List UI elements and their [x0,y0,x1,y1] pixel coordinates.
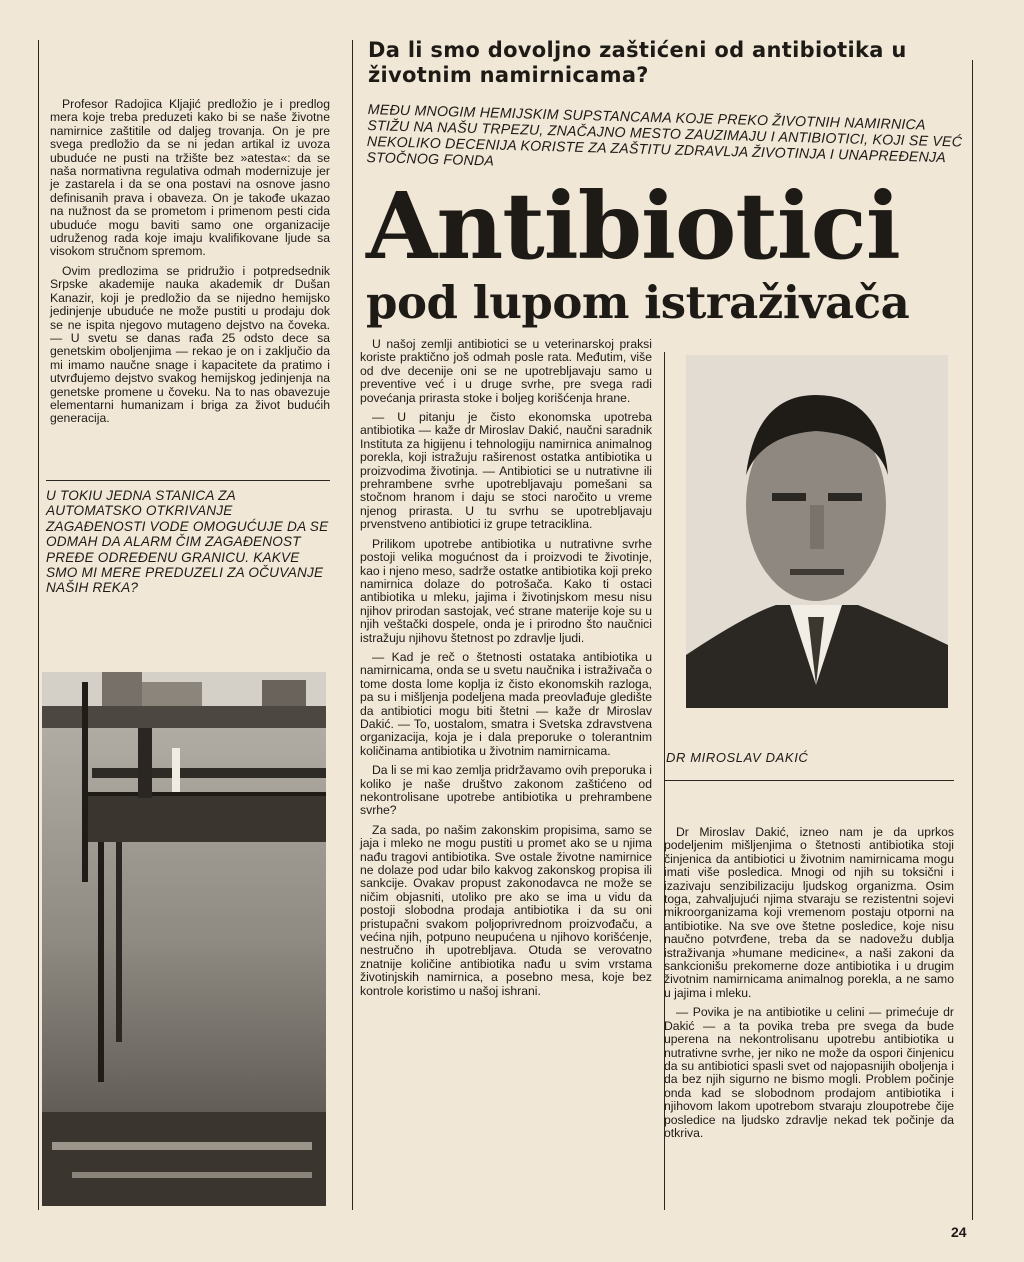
left-paragraph-1: Profesor Radojica Kljajić predložio je i predlog mera koje treba preduzeti kako bi se naše životne namirnice zaštitile od daljeg trovanja. On je pre svega predložio da se ni jedan artikal iz uvoza ubuduće ne pusti na tržište bez »atesta«: da se naša normativna regulativa odmah modernizuje jer je zastarela i da se ona postavi na osnove jasno definisanih prava i obaveza. On je takođe ukazao na nužnost da se prometom i primenom pesti cida ubuduće mogu baviti samo one organizacije udruženog rada koje imaju kvalifikovane ljude sa visokom stručnom spremom. [50,97,330,259]
left-callout: U TOKIU JEDNA STANICA ZA AUTOMATSKO OTKRIVANJE ZAGAĐENOSTI VODE OMOGUĆUJE DA SE ODMAH DA ALARM ČIM ZAGAĐENOST PREĐE ODREĐENU GRANICU. KAKVE SMO MI MERE PREDUZELI ZA OČUVANJE NAŠIH REKA? [46,488,329,596]
harbor-pier-photo-graphic [42,672,326,1206]
middle-paragraph-5: Da li se mi kao zemlja pridržavamo ovih preporuka i koliko je naše društvo zakonom zaštićeno od nekontrolisane upotrebe antibiotika u prehrambene svrhe? [360,763,652,818]
right-paragraph-1: Dr Miroslav Dakić, izneo nam je da uprkos podeljenim mišljenjima o štetnosti antibiotika stoji činjenica da antibiotici u životnim namirnicama mogu imati više posledica. Mnogi od njih su toksični i izazivaju senzibilizaciju ljudskog organizma. Osim toga, zahvaljujući njima stvaraju se rezistentni sojevi mikroorganizama koji vremenom postaju otporni na antibiotike. Na sve ove štetne posledice, koje nisu naučno potvrđene, treba da se nadovežu dublja istraživanja »humane medicine«, a naši zakoni da sankcionišu prekomerne doze antibiotika i u drugim životnim namirnicama animalnog porekla, a ne samo u jajima i mleku. [664,825,954,1000]
right-column [664,826,954,1146]
portrait-caption: DR MIROSLAV DAKIĆ [666,750,809,765]
right-border-rule [972,60,973,1220]
article-deck: MEĐU MNOGIM HEMIJSKIM SUPSTANCAMA KOJE PREKO ŽIVOTNIH NAMIRNICA STIŽU NA NAŠU TRPEZU, ZNAČAJNO MESTO ZAUZIMAJU I ANTIBIOTICI, KOJI SE VEĆ NEKOLIKO DECENIJA KORISTE ZA ZAŠTITU ZDRAVLJA ŽIVOTINJA I UNAPREĐENJA STOČNOG FONDA [366,102,963,170]
caption-rule [664,780,954,781]
portrait-photo-graphic [686,355,948,708]
middle-column [360,338,652,1004]
portrait-photo [686,355,948,708]
middle-paragraph-4: — Kad je reč o štetnosti ostataka antibiotika u namirnicama, onda se u svetu naučnika i istraživača o tome dosta lome koplja iz čisto ekonomskih razloga, pa su i mišljenja podeljena mada preovlađuje gledište da antibiotici mogu biti štetni — kaže dr Miroslav Dakić. — To, uostalom, smatra i Svetska zdravstvena organizacija, koja je i dala preporuke o tolerantnim količinama antibiotika u životnim namirnicama. [360,649,652,758]
article-subtitle: pod lupom istraživača [366,276,910,329]
column-rule-1 [352,40,353,1210]
article-kicker: Da li smo dovoljno zaštićeni od antibiotika u životnim namirnicama? [368,38,907,87]
middle-paragraph-6: Za sada, po našim zakonskim propisima, samo se jaja i mleko ne mogu pustiti u promet ako se u njima nađu tragovi antibiotika. Sve ostale životne namirnice ne dolaze pod udar bilo kakvog zakonskog propisa ili sankcije. Ovakav propust zakonodavca ne može se ničim objasniti, utoliko pre ako se ima u vidu da postoji slobodna prodaja antibiotika i da su oni pristupačni svakom poljoprivrednom proizvođaču, a većina njih, potpuno neupućena u njihovo korišćenje, nestručno ih upotrebljava. Otuda se verovatno znatnije količine antibiotika nađu u svim vrstama životinjskih namirnica, a posebno mesa, koje bez kontrole koristimo u našoj ishrani. [360,822,652,998]
left-paragraph-2: Ovim predlozima se pridružio i potpredsednik Srpske akademije nauka akademik dr Dušan Kanazir, koji je predložio da se nijedno hemijsko jedinjenje ubuduće ne može pustiti u prodaju dok se ne ispita njegovo mutageno dejstvo na čoveka. — U svetu se danas rađa 25 odsto dece sa genetskim oboljenjima — rekao je on i zaključio da mi imamo naučne snage i kapacitete da pratimo i utvrđujemo dejstvo svakog hemijskog jedinjenja na genetske promene u čoveku. Na to nas obavezuje elementarni humanizam i briga za život budućih generacija. [50,263,330,426]
article-title: Antibiotici [366,172,900,280]
middle-paragraph-2: — U pitanju je čisto ekonomska upotreba antibiotika — kaže dr Miroslav Dakić, naučni saradnik Instituta za higijenu i tehnologiju namirnica animalnog porekla, koji istražuju raširenost ostatka antibiotika u proizvodima životinja. — Antibiotici se u nutrativne ili prehrambene svrhe upotrebljavaju pomešani sa stočnom hranom i daju se stoci naročito u vreme njenog prirasta. U tu svrhu se upotrebljavaju prvenstveno antibiotici iz grupe tetraciklina. [360,410,652,532]
left-column [50,98,330,432]
right-paragraph-2: — Povika je na antibiotike u celini — primećuje dr Dakić — a ta povika treba pre svega da bude uperena na nekontrolisanu upotrebu antibiotika u nutrativne svrhe, jer niko ne može da ospori činjenicu da su antibiotici spasli svet od najopasnijih oboljenja i da bez njih sigurno ne bismo mogli. Problem počinje onda kad se slobodnom prodajom antibiotika i njihovom lakom upotrebom stvaraju zloupotrebe čije posledice na ljudsko zdravlje nekad tek počinje da otkriva. [664,1005,954,1140]
left-border-rule [38,40,39,1210]
callout-rule [46,480,330,481]
middle-paragraph-3: Prilikom upotrebe antibiotika u nutrativne svrhe postoji velika mogućnost da i proizvodi te životinje, kao i njeno meso, sadrže ostatke antibiotika koji preko namirnica dolaze do potrošača. Kako ti ostaci antibiotika u mleku, jajima i životinjskom mesu nisu njihov prirodan sastojak, već strane materije koje su u njih veštački dospele, onda je i prirodno što naučnici istražuju njihovu štetnost po zdravlje ljudi. [360,536,652,645]
harbor-pier-photo [42,672,326,1206]
page-number: 24 [951,1224,967,1240]
middle-paragraph-1: U našoj zemlji antibiotici se u veterinarskoj praksi koriste praktično još odmah posle rata. Međutim, više od dve decenije oni se ne upotrebljavaju samo u preventive već i u druge svrhe, pre svega radi povećanja prirasta stoke i boljeg korišćenja hrane. [360,337,652,405]
